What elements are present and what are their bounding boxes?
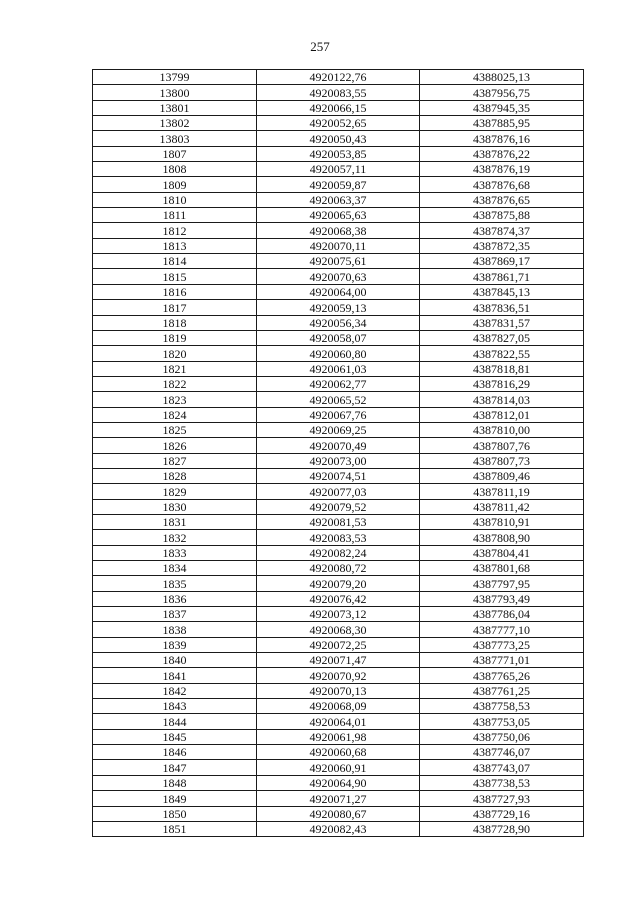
x-coordinate-cell: 4920122,76 — [257, 70, 420, 85]
y-coordinate-cell: 4387758,53 — [420, 699, 584, 714]
page-number: 257 — [310, 39, 330, 54]
x-coordinate-cell: 4920066,15 — [257, 100, 420, 115]
y-coordinate-cell: 4387811,19 — [420, 484, 584, 499]
point-number-cell: 1833 — [93, 545, 257, 560]
table-row — [93, 146, 584, 161]
table-row — [93, 760, 584, 775]
x-coordinate-cell: 4920057,11 — [257, 162, 420, 177]
table-row — [93, 607, 584, 622]
x-coordinate-cell: 4920070,11 — [257, 238, 420, 253]
x-coordinate-cell: 4920072,25 — [257, 637, 420, 652]
point-number-cell: 1827 — [93, 453, 257, 468]
y-coordinate-cell: 4387876,19 — [420, 162, 584, 177]
x-coordinate-cell: 4920080,72 — [257, 561, 420, 576]
table-row — [93, 70, 584, 85]
table-row — [93, 330, 584, 345]
table-row — [93, 376, 584, 391]
y-coordinate-cell: 4387876,16 — [420, 131, 584, 146]
x-coordinate-cell: 4920070,49 — [257, 438, 420, 453]
y-coordinate-cell: 4387811,42 — [420, 499, 584, 514]
x-coordinate-cell: 4920068,09 — [257, 699, 420, 714]
y-coordinate-cell: 4388025,13 — [420, 70, 584, 85]
x-coordinate-cell: 4920056,34 — [257, 315, 420, 330]
point-number-cell: 1822 — [93, 376, 257, 391]
table-row — [93, 162, 584, 177]
y-coordinate-cell: 4387836,51 — [420, 300, 584, 315]
y-coordinate-cell: 4387797,95 — [420, 576, 584, 591]
y-coordinate-cell: 4387728,90 — [420, 821, 584, 836]
x-coordinate-cell: 4920080,67 — [257, 806, 420, 821]
table-row — [93, 484, 584, 499]
x-coordinate-cell: 4920065,52 — [257, 392, 420, 407]
table-row — [93, 591, 584, 606]
point-number-cell: 1828 — [93, 468, 257, 483]
y-coordinate-cell: 4387743,07 — [420, 760, 584, 775]
y-coordinate-cell: 4387807,76 — [420, 438, 584, 453]
point-number-cell: 1810 — [93, 192, 257, 207]
table-row — [93, 407, 584, 422]
y-coordinate-cell: 4387876,65 — [420, 192, 584, 207]
x-coordinate-cell: 4920083,55 — [257, 85, 420, 100]
point-number-cell: 1831 — [93, 514, 257, 529]
table-row — [93, 653, 584, 668]
table-row — [93, 192, 584, 207]
point-number-cell: 1842 — [93, 683, 257, 698]
x-coordinate-cell: 4920059,87 — [257, 177, 420, 192]
x-coordinate-cell: 4920079,52 — [257, 499, 420, 514]
point-number-cell: 1825 — [93, 422, 257, 437]
x-coordinate-cell: 4920071,27 — [257, 791, 420, 806]
point-number-cell: 13799 — [93, 70, 257, 85]
point-number-cell: 1830 — [93, 499, 257, 514]
point-number-cell: 1826 — [93, 438, 257, 453]
x-coordinate-cell: 4920053,85 — [257, 146, 420, 161]
table-row — [93, 637, 584, 652]
table-row — [93, 85, 584, 100]
point-number-cell: 1841 — [93, 668, 257, 683]
x-coordinate-cell: 4920076,42 — [257, 591, 420, 606]
table-row — [93, 453, 584, 468]
table-row — [93, 131, 584, 146]
point-number-cell: 1847 — [93, 760, 257, 775]
table-row — [93, 545, 584, 560]
table-row — [93, 100, 584, 115]
point-number-cell: 1832 — [93, 530, 257, 545]
table-row — [93, 683, 584, 698]
table-row — [93, 499, 584, 514]
y-coordinate-cell: 4387812,01 — [420, 407, 584, 422]
y-coordinate-cell: 4387729,16 — [420, 806, 584, 821]
table-row — [93, 561, 584, 576]
point-number-cell: 1815 — [93, 269, 257, 284]
table-row — [93, 300, 584, 315]
table-row — [93, 177, 584, 192]
x-coordinate-cell: 4920064,90 — [257, 775, 420, 790]
y-coordinate-cell: 4387765,26 — [420, 668, 584, 683]
table-row — [93, 392, 584, 407]
point-number-cell: 1823 — [93, 392, 257, 407]
x-coordinate-cell: 4920070,92 — [257, 668, 420, 683]
y-coordinate-cell: 4387956,75 — [420, 85, 584, 100]
y-coordinate-cell: 4387808,90 — [420, 530, 584, 545]
point-number-cell: 1811 — [93, 208, 257, 223]
point-number-cell: 13803 — [93, 131, 257, 146]
x-coordinate-cell: 4920081,53 — [257, 514, 420, 529]
y-coordinate-cell: 4387761,25 — [420, 683, 584, 698]
point-number-cell: 13801 — [93, 100, 257, 115]
table-row — [93, 361, 584, 376]
x-coordinate-cell: 4920082,24 — [257, 545, 420, 560]
point-number-cell: 1813 — [93, 238, 257, 253]
point-number-cell: 1829 — [93, 484, 257, 499]
table-row — [93, 284, 584, 299]
x-coordinate-cell: 4920058,07 — [257, 330, 420, 345]
y-coordinate-cell: 4387872,35 — [420, 238, 584, 253]
point-number-cell: 1837 — [93, 607, 257, 622]
table-row — [93, 668, 584, 683]
y-coordinate-cell: 4387876,68 — [420, 177, 584, 192]
y-coordinate-cell: 4387816,29 — [420, 376, 584, 391]
y-coordinate-cell: 4387738,53 — [420, 775, 584, 790]
y-coordinate-cell: 4387773,25 — [420, 637, 584, 652]
y-coordinate-cell: 4387810,91 — [420, 514, 584, 529]
x-coordinate-cell: 4920083,53 — [257, 530, 420, 545]
x-coordinate-cell: 4920060,68 — [257, 745, 420, 760]
x-coordinate-cell: 4920074,51 — [257, 468, 420, 483]
table-row — [93, 208, 584, 223]
point-number-cell: 1836 — [93, 591, 257, 606]
x-coordinate-cell: 4920060,91 — [257, 760, 420, 775]
y-coordinate-cell: 4387861,71 — [420, 269, 584, 284]
y-coordinate-cell: 4387750,06 — [420, 729, 584, 744]
y-coordinate-cell: 4387809,46 — [420, 468, 584, 483]
x-coordinate-cell: 4920073,00 — [257, 453, 420, 468]
y-coordinate-cell: 4387845,13 — [420, 284, 584, 299]
point-number-cell: 1838 — [93, 622, 257, 637]
y-coordinate-cell: 4387786,04 — [420, 607, 584, 622]
y-coordinate-cell: 4387753,05 — [420, 714, 584, 729]
x-coordinate-cell: 4920061,98 — [257, 729, 420, 744]
point-number-cell: 1821 — [93, 361, 257, 376]
point-number-cell: 1819 — [93, 330, 257, 345]
table-row — [93, 729, 584, 744]
point-number-cell: 1848 — [93, 775, 257, 790]
x-coordinate-cell: 4920052,65 — [257, 116, 420, 131]
y-coordinate-cell: 4387827,05 — [420, 330, 584, 345]
y-coordinate-cell: 4387793,49 — [420, 591, 584, 606]
y-coordinate-cell: 4387874,37 — [420, 223, 584, 238]
point-number-cell: 1814 — [93, 254, 257, 269]
point-number-cell: 1817 — [93, 300, 257, 315]
y-coordinate-cell: 4387814,03 — [420, 392, 584, 407]
x-coordinate-cell: 4920068,30 — [257, 622, 420, 637]
table-row — [93, 514, 584, 529]
point-number-cell: 1840 — [93, 653, 257, 668]
point-number-cell: 1844 — [93, 714, 257, 729]
y-coordinate-cell: 4387822,55 — [420, 346, 584, 361]
y-coordinate-cell: 4387801,68 — [420, 561, 584, 576]
y-coordinate-cell: 4387777,10 — [420, 622, 584, 637]
point-number-cell: 1845 — [93, 729, 257, 744]
x-coordinate-cell: 4920070,63 — [257, 269, 420, 284]
x-coordinate-cell: 4920059,13 — [257, 300, 420, 315]
point-number-cell: 1839 — [93, 637, 257, 652]
x-coordinate-cell: 4920064,00 — [257, 284, 420, 299]
table-row — [93, 576, 584, 591]
point-number-cell: 1820 — [93, 346, 257, 361]
x-coordinate-cell: 4920069,25 — [257, 422, 420, 437]
y-coordinate-cell: 4387945,35 — [420, 100, 584, 115]
x-coordinate-cell: 4920067,76 — [257, 407, 420, 422]
point-number-cell: 1849 — [93, 791, 257, 806]
point-number-cell: 1846 — [93, 745, 257, 760]
y-coordinate-cell: 4387804,41 — [420, 545, 584, 560]
coordinates-table — [92, 69, 584, 837]
point-number-cell: 1812 — [93, 223, 257, 238]
x-coordinate-cell: 4920071,47 — [257, 653, 420, 668]
x-coordinate-cell: 4920082,43 — [257, 821, 420, 836]
table-row — [93, 223, 584, 238]
table-row — [93, 346, 584, 361]
point-number-cell: 1818 — [93, 315, 257, 330]
table-row — [93, 821, 584, 836]
y-coordinate-cell: 4387727,93 — [420, 791, 584, 806]
x-coordinate-cell: 4920079,20 — [257, 576, 420, 591]
table-row — [93, 530, 584, 545]
point-number-cell: 1816 — [93, 284, 257, 299]
table-row — [93, 745, 584, 760]
x-coordinate-cell: 4920050,43 — [257, 131, 420, 146]
x-coordinate-cell: 4920068,38 — [257, 223, 420, 238]
table-row — [93, 714, 584, 729]
point-number-cell: 1834 — [93, 561, 257, 576]
table-row — [93, 622, 584, 637]
table-row — [93, 238, 584, 253]
x-coordinate-cell: 4920070,13 — [257, 683, 420, 698]
table-row — [93, 116, 584, 131]
y-coordinate-cell: 4387885,95 — [420, 116, 584, 131]
x-coordinate-cell: 4920061,03 — [257, 361, 420, 376]
point-number-cell: 1835 — [93, 576, 257, 591]
table-row — [93, 791, 584, 806]
table-row — [93, 438, 584, 453]
table-row — [93, 254, 584, 269]
coordinates-table-body — [93, 70, 584, 837]
point-number-cell: 1808 — [93, 162, 257, 177]
x-coordinate-cell: 4920062,77 — [257, 376, 420, 391]
point-number-cell: 1850 — [93, 806, 257, 821]
y-coordinate-cell: 4387807,73 — [420, 453, 584, 468]
y-coordinate-cell: 4387818,81 — [420, 361, 584, 376]
y-coordinate-cell: 4387831,57 — [420, 315, 584, 330]
point-number-cell: 1809 — [93, 177, 257, 192]
x-coordinate-cell: 4920073,12 — [257, 607, 420, 622]
table-row — [93, 315, 584, 330]
point-number-cell: 1807 — [93, 146, 257, 161]
table-row — [93, 699, 584, 714]
y-coordinate-cell: 4387771,01 — [420, 653, 584, 668]
x-coordinate-cell: 4920077,03 — [257, 484, 420, 499]
point-number-cell: 13802 — [93, 116, 257, 131]
y-coordinate-cell: 4387746,07 — [420, 745, 584, 760]
y-coordinate-cell: 4387869,17 — [420, 254, 584, 269]
point-number-cell: 1843 — [93, 699, 257, 714]
table-row — [93, 269, 584, 284]
y-coordinate-cell: 4387876,22 — [420, 146, 584, 161]
x-coordinate-cell: 4920065,63 — [257, 208, 420, 223]
point-number-cell: 1824 — [93, 407, 257, 422]
table-row — [93, 468, 584, 483]
table-row — [93, 775, 584, 790]
x-coordinate-cell: 4920064,01 — [257, 714, 420, 729]
x-coordinate-cell: 4920060,80 — [257, 346, 420, 361]
point-number-cell: 1851 — [93, 821, 257, 836]
point-number-cell: 13800 — [93, 85, 257, 100]
y-coordinate-cell: 4387875,88 — [420, 208, 584, 223]
x-coordinate-cell: 4920075,61 — [257, 254, 420, 269]
y-coordinate-cell: 4387810,00 — [420, 422, 584, 437]
x-coordinate-cell: 4920063,37 — [257, 192, 420, 207]
table-row — [93, 806, 584, 821]
table-row — [93, 422, 584, 437]
